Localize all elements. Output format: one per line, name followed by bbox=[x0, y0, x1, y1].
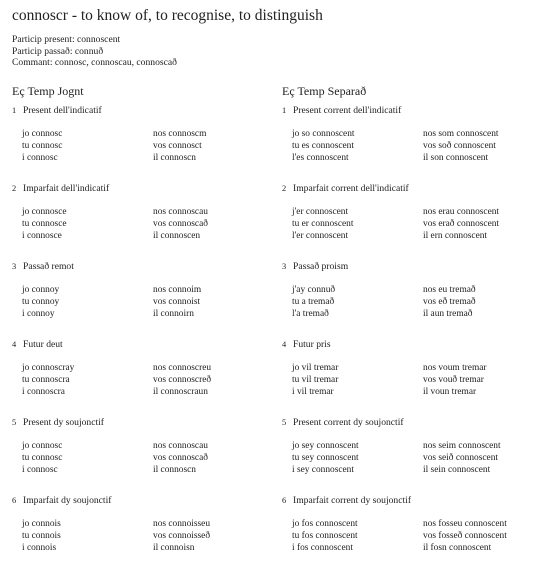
tense-block bbox=[282, 417, 532, 495]
conjugated-form: l'es connoscent bbox=[292, 152, 349, 163]
conjugated-form: il aun tremað bbox=[423, 308, 473, 319]
tense-number: 6 bbox=[282, 496, 287, 505]
conjugation-grid bbox=[282, 519, 532, 555]
tense-number: 5 bbox=[282, 418, 287, 427]
tense-name: Present dell'indicatif bbox=[23, 105, 102, 116]
conjugated-form: nos connoscau bbox=[153, 207, 208, 217]
conjugated-form: il fosn connoscent bbox=[423, 542, 492, 553]
column-heading: Eç Temp Separað bbox=[282, 84, 367, 98]
conjugated-form: nos seim connoscent bbox=[423, 441, 501, 451]
conjugated-form: l'a tremað bbox=[292, 308, 329, 319]
tense-heading bbox=[12, 495, 262, 519]
conjugated-form: jo connois bbox=[22, 519, 61, 529]
conjugated-form: vos connoscað bbox=[153, 218, 208, 229]
tense-name: Imparfait corrent dy soujonctif bbox=[293, 495, 412, 506]
conjugation-grid bbox=[12, 519, 262, 555]
conjugated-form: nos connoscm bbox=[153, 129, 207, 139]
conjugated-form: il connoscen bbox=[153, 230, 201, 241]
tense-number: 3 bbox=[12, 262, 17, 271]
tense-name: Passað proism bbox=[293, 261, 349, 272]
conjugated-form: i connosc bbox=[22, 464, 58, 475]
tense-name: Present corrent dy soujonctif bbox=[293, 417, 404, 428]
tense-heading bbox=[12, 261, 262, 285]
tense-heading bbox=[12, 105, 262, 129]
conjugated-form: jo connosc bbox=[22, 441, 63, 451]
conjugated-form: j'ay connuð bbox=[292, 285, 336, 295]
tense-block bbox=[282, 495, 532, 573]
conjugated-form: i connoscra bbox=[22, 386, 65, 397]
conjugation-page bbox=[12, 6, 532, 553]
conjugation-grid bbox=[12, 441, 262, 477]
conjugated-form: il connoscn bbox=[153, 152, 196, 163]
page-title: connoscr - to know of, to recognise, to distinguish bbox=[12, 7, 323, 24]
tense-block bbox=[282, 261, 532, 339]
tense-block bbox=[282, 105, 532, 183]
tense-number: 6 bbox=[12, 496, 17, 505]
tense-block bbox=[12, 261, 262, 339]
tense-number: 5 bbox=[12, 418, 17, 427]
conjugated-form: nos connoim bbox=[153, 285, 202, 295]
conjugated-form: jo so connoscent bbox=[292, 129, 355, 139]
conjugated-form: il connoscn bbox=[153, 464, 196, 475]
tense-name: Imparfait dy soujonctif bbox=[23, 495, 112, 506]
conjugated-form: vos erað connoscent bbox=[423, 218, 500, 229]
conjugation-grid bbox=[12, 207, 262, 243]
conjugated-form: vos vouð tremar bbox=[423, 374, 484, 385]
conjugated-form: il connoisn bbox=[153, 542, 195, 553]
tense-block bbox=[12, 417, 262, 495]
conjugated-form: vos seið connoscent bbox=[423, 452, 498, 463]
tense-name: Present dy soujonctif bbox=[23, 417, 105, 428]
conjugated-form: vos fosseð connoscent bbox=[423, 530, 507, 541]
tense-heading bbox=[12, 183, 262, 207]
tense-name: Present corrent dell'indicatif bbox=[293, 105, 402, 116]
tense-name: Futur deut bbox=[23, 339, 63, 350]
conjugation-grid bbox=[12, 363, 262, 399]
conjugated-form: nos voum tremar bbox=[423, 363, 487, 373]
meta-imperative: Commant: connosc, connoscau, connoscað bbox=[12, 57, 177, 68]
conjugated-form: nos eu tremað bbox=[423, 285, 476, 295]
conjugated-form: il connoirn bbox=[153, 308, 194, 319]
column-heading: Eç Temp Jognt bbox=[12, 84, 84, 98]
conjugated-form: vos connoist bbox=[153, 296, 201, 307]
conjugation-grid bbox=[12, 129, 262, 165]
conjugated-form: jo vil tremar bbox=[292, 363, 339, 373]
column-compound-tenses bbox=[282, 84, 532, 573]
column-simple-tenses bbox=[12, 84, 262, 573]
conjugated-form: vos connoscreð bbox=[153, 374, 212, 385]
tense-name: Passað remot bbox=[23, 261, 74, 272]
tense-heading bbox=[12, 339, 262, 363]
conjugated-form: il voun tremar bbox=[423, 386, 477, 397]
conjugated-form: nos som connoscent bbox=[423, 129, 499, 139]
conjugated-form: tu er connoscent bbox=[292, 218, 354, 229]
conjugation-grid bbox=[12, 285, 262, 321]
conjugated-form: il connoscraun bbox=[153, 386, 208, 397]
tense-heading bbox=[282, 495, 532, 519]
conjugated-form: l'er connoscent bbox=[292, 230, 349, 241]
conjugated-form: nos connoisseu bbox=[153, 519, 211, 529]
tense-number: 4 bbox=[12, 340, 17, 349]
conjugated-form: jo connosce bbox=[22, 207, 67, 217]
conjugated-form: jo connosc bbox=[22, 129, 63, 139]
tense-block bbox=[12, 339, 262, 417]
tense-number: 1 bbox=[282, 106, 287, 115]
conjugated-form: jo connoy bbox=[22, 285, 60, 295]
conjugated-form: i fos connoscent bbox=[292, 542, 353, 553]
conjugated-form: i sey connoscent bbox=[292, 464, 354, 475]
tense-block bbox=[282, 183, 532, 261]
conjugated-form: nos erau connoscent bbox=[423, 207, 500, 217]
conjugated-form: i connosc bbox=[22, 152, 58, 163]
tense-heading bbox=[282, 105, 532, 129]
conjugated-form: tu fos connoscent bbox=[292, 530, 358, 541]
conjugated-form: tu connosc bbox=[22, 452, 63, 463]
conjugated-form: i connois bbox=[22, 542, 57, 553]
tense-block bbox=[12, 105, 262, 183]
tense-heading bbox=[282, 339, 532, 363]
conjugated-form: tu vil tremar bbox=[292, 374, 339, 385]
conjugation-grid bbox=[282, 129, 532, 165]
conjugated-form: nos connoscreu bbox=[153, 363, 212, 373]
conjugated-form: vos soð connoscent bbox=[423, 140, 496, 151]
tense-number: 3 bbox=[282, 262, 287, 271]
conjugated-form: vos connosct bbox=[153, 140, 202, 151]
conjugated-form: tu connoy bbox=[22, 296, 60, 307]
tense-number: 4 bbox=[282, 340, 287, 349]
conjugation-grid bbox=[282, 207, 532, 243]
conjugated-form: tu connois bbox=[22, 530, 61, 541]
conjugated-form: il ern connoscent bbox=[423, 230, 488, 241]
conjugated-form: tu es connoscent bbox=[292, 140, 354, 151]
tense-number: 1 bbox=[12, 106, 17, 115]
conjugated-form: tu connoscra bbox=[22, 374, 70, 385]
verb-meta bbox=[12, 34, 532, 69]
tense-name: Futur pris bbox=[293, 339, 331, 350]
conjugated-form: vos connoscað bbox=[153, 452, 208, 463]
tense-block bbox=[282, 339, 532, 417]
conjugated-form: vos eð tremað bbox=[423, 296, 476, 307]
tense-heading bbox=[282, 261, 532, 285]
conjugated-form: tu a tremað bbox=[292, 296, 335, 307]
tense-heading bbox=[12, 417, 262, 441]
conjugated-form: j'er connoscent bbox=[292, 207, 349, 217]
tense-heading bbox=[282, 417, 532, 441]
conjugated-form: tu sey connoscent bbox=[292, 452, 359, 463]
conjugated-form: il sein connoscent bbox=[423, 464, 491, 475]
conjugated-form: tu connosc bbox=[22, 140, 63, 151]
tense-number: 2 bbox=[282, 184, 287, 193]
conjugated-form: i connosce bbox=[22, 230, 62, 241]
conjugation-grid bbox=[282, 285, 532, 321]
conjugated-form: jo connoscray bbox=[22, 363, 75, 373]
conjugation-grid bbox=[282, 441, 532, 477]
conjugated-form: jo sey connoscent bbox=[292, 441, 359, 451]
tense-name: Imparfait dell'indicatif bbox=[23, 183, 110, 194]
conjugated-form: i vil tremar bbox=[292, 386, 334, 397]
tense-heading bbox=[282, 183, 532, 207]
tense-number: 2 bbox=[12, 184, 17, 193]
conjugated-form: vos connoisseð bbox=[153, 530, 211, 541]
conjugated-form: i connoy bbox=[22, 308, 55, 319]
conjugated-form: jo fos connoscent bbox=[292, 519, 358, 529]
meta-past-participle: Particip passað: connuð bbox=[12, 45, 104, 57]
tense-block bbox=[12, 183, 262, 261]
conjugated-form: tu connosce bbox=[22, 218, 67, 229]
tense-name: Imparfait corrent dell'indicatif bbox=[293, 183, 409, 194]
conjugated-form: il son connoscent bbox=[423, 152, 489, 163]
meta-present-participle: Particip present: connoscent bbox=[12, 34, 121, 45]
tense-block bbox=[12, 495, 262, 573]
conjugated-form: nos connoscau bbox=[153, 441, 208, 451]
conjugation-grid bbox=[282, 363, 532, 399]
conjugated-form: nos fosseu connoscent bbox=[423, 519, 507, 529]
